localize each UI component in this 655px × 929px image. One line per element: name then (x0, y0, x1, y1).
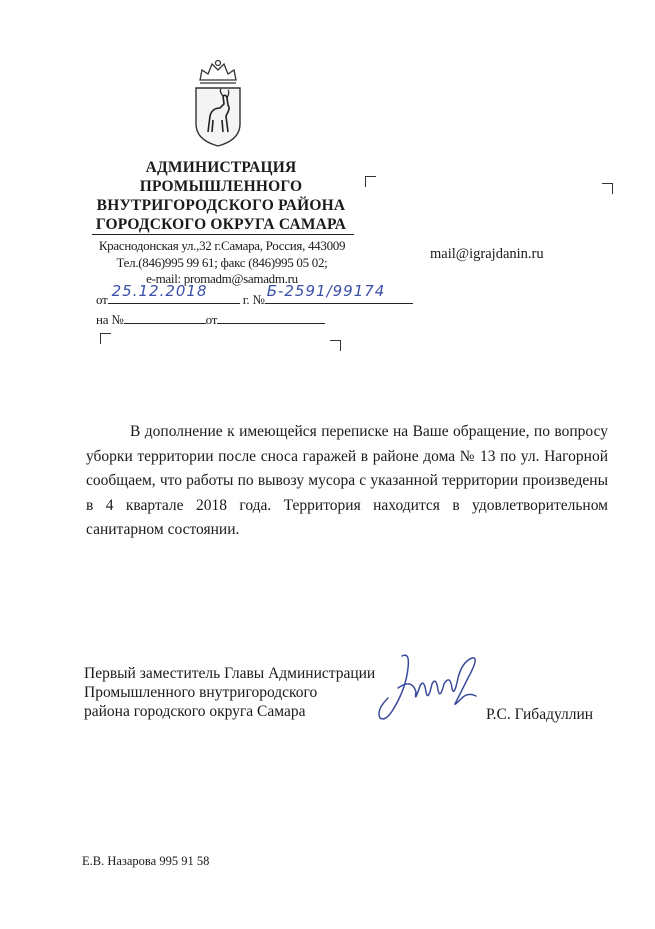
to-label: на № (96, 312, 124, 327)
org-line-1: АДМИНИСТРАЦИЯ (145, 159, 297, 176)
incoming-reference (96, 310, 325, 328)
number-blank (265, 282, 413, 304)
org-phone: Тел.(846)995 99 61; факс (846)995 05 02; (116, 254, 328, 270)
recipient-address: mail@igrajdanin.ru (430, 246, 544, 262)
to-number-blank (124, 310, 206, 324)
body-paragraph: В дополнение к имеющейся переписке на Ваше обращение, по вопросу уборки территории после сноса гаражей в районе дома № 13 по ул. Нагорной сообщаем, что работы по вывозу мусора с указанной территории произведены в 4 квартале 2018 года. Территория находится в удовлетворительном санитарном состоянии. (86, 423, 608, 538)
header-rule (92, 234, 354, 235)
to-date-blank (217, 310, 325, 324)
signatory-position (84, 664, 375, 721)
executor-contact: Е.В. Назарова 995 91 58 (82, 854, 210, 868)
recipient-bracket-top-left (365, 176, 376, 187)
year-suffix: г. (242, 292, 250, 307)
organization-contacts (86, 238, 358, 288)
to-from-label: от (205, 312, 218, 327)
handwritten-date: 25.12.2018 (111, 282, 208, 300)
signer-name: Р.С. Гибадуллин (486, 706, 594, 723)
signatory-line-1: Первый заместитель Главы Администрации (84, 665, 376, 682)
signatory-line-2: Промышленного внутригородского (84, 684, 318, 701)
organization-name (90, 158, 352, 234)
letter-body (86, 420, 608, 543)
org-line-2: ПРОМЫШЛЕННОГО (139, 178, 303, 195)
org-line-4: ГОРОДСКОГО ОКРУГА САМАРА (95, 216, 347, 233)
subject-bracket-right (330, 340, 341, 351)
recipient-bracket-top-right (602, 183, 613, 194)
org-line-3: ВНУТРИГОРОДСКОГО РАЙОНА (96, 197, 346, 214)
org-email: e-mail: promadm@samadm.ru (146, 271, 298, 286)
date-blank (108, 282, 240, 304)
number-label: № (252, 292, 265, 307)
org-address: Краснодонская ул.,32 г.Самара, Россия, 443009 (98, 238, 346, 253)
handwritten-signature-icon (372, 648, 490, 728)
from-label: от (96, 292, 108, 307)
coat-of-arms-icon (190, 58, 246, 148)
outgoing-reference (96, 282, 413, 308)
signatory-line-3: района городского округа Самара (84, 703, 306, 720)
handwritten-number: Б-2591/99174 (266, 282, 386, 300)
subject-bracket-left (100, 333, 111, 344)
